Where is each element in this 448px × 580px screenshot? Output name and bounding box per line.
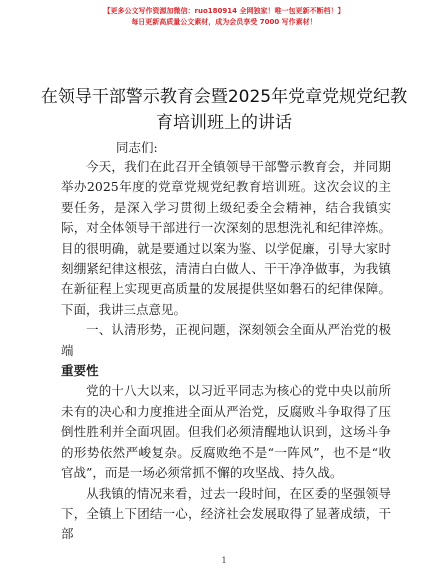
document-title: 在领导干部警示教育会暨2025年党章党规党纪教育培训班上的讲话 bbox=[40, 87, 408, 133]
paragraph-intro: 今天，我们在此召开全镇领导干部警示教育会，并同期举办2025年度的党章党规党纪教育培训班。这次会议的主要任务，是深入学习贯彻上级纪委全会精神，结合我镇实际，对全体领导干部进行一次深刻的思想洗礼和纪律淬炼。目的很明确，就是要通过以案为鉴、以学促廉，引导大家时刻绷紧纪律这根弦，清清白白做人、干干净净做事，为我镇在新征程上实现更高质量的发展提供坚如磐石的纪律保障。下面，我讲三点意见。 bbox=[61, 159, 391, 317]
paragraph-situation: 党的十八大以来，以习近平同志为核心的党中央以前所未有的决心和力度推进全面从严治党，反腐败斗争取得了压倒性胜利并全面巩固。但我们必须清醒地认识到，这场斗争的形势依然严峻复杂。反腐败绝不是“一阵风”，也不是“收官战”，而是一场必须常抓不懈的攻坚战、持久战。 bbox=[61, 383, 391, 481]
section-heading-1: 一、认清形势，正视问题，深刻领会全面从严治党的极端 bbox=[61, 322, 391, 358]
greeting: 同志们: bbox=[116, 140, 158, 155]
page-number: 1 bbox=[221, 556, 227, 565]
paragraph-local: 从我镇的情况来看，过去一段时间，在区委的坚强领导下，全镇上下团结一心，经济社会发展取得了显著成绩，干部 bbox=[61, 485, 391, 542]
banner-line-1: 【更多公文写作资源加微信：ruo180914 全网独家！唯一包更新不断档！】 bbox=[103, 7, 345, 15]
header-banner bbox=[0, 6, 448, 28]
banner-line-2: 每日更新高质量公文素材，成为会员享受 7000 写作素材！ bbox=[131, 18, 317, 26]
section-heading-1-tail: 重要性 bbox=[61, 363, 99, 379]
document-body bbox=[61, 157, 391, 545]
